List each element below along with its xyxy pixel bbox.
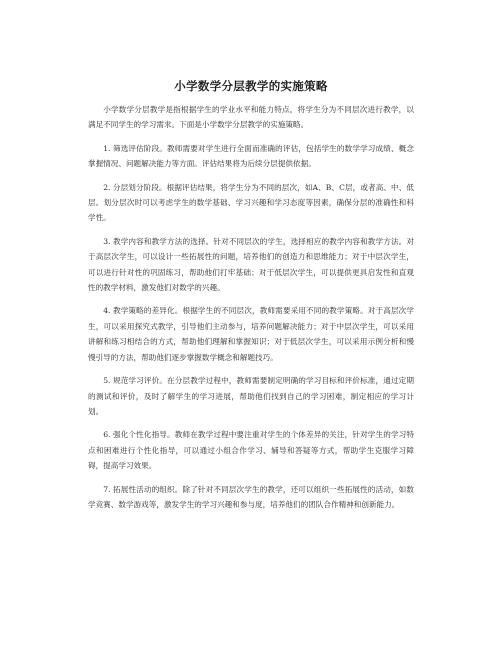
document-title: 小学数学分层教学的实施策略	[174, 79, 328, 93]
strategy-item-3: 3. 教学内容和教学方法的选择。针对不同层次的学生，选择相应的教学内容和教学方法。对于高层次学生，可以设计一些拓展性的问题，培养他们的创造力和思维能力；对于中层次学生，可以进行针对性的巩固练习，帮助他们打牢基础；对于低层次学生，可以提供更具启发性和直观性的教学材料，激发他们对数学的兴趣。	[88, 236, 414, 293]
strategy-item-4: 4. 教学策略的差异化。根据学生的不同层次，教师需要采用不同的教学策略。对于高层次学生，可以采用探究式教学，引导他们主动参与，培养问题解决能力；对于中层次学生，可以采用讲解和练习相结合的方式，帮助他们理解和掌握知识；对于低层次学生，可以采用示例分析和慢慢引导的方法，帮助他们逐步掌握数学概念和解题技巧。	[88, 306, 414, 362]
intro-paragraph: 小学数学分层教学是指根据学生的学业水平和能力特点，将学生分为不同层次进行教学，以满足不同学生的学习需求。下面是小学数学分层教学的实施策略。	[88, 105, 414, 130]
strategy-item-7: 7. 拓展性活动的组织。除了针对不同层次学生的教学，还可以组织一些拓展性的活动，如数学竞赛、数学游戏等，激发学生的学习兴趣和参与度，培养他们的团队合作精神和创新能力。	[88, 484, 414, 509]
strategy-item-1: 1. 筛选评估阶段。教师需要对学生进行全面而准确的评估，包括学生的数学学习成绩、概念掌握情况、问题解决能力等方面。评估结果将为后续分层提供依据。	[88, 143, 414, 169]
strategy-item-5: 5. 规范学习评价。在分层教学过程中，教师需要制定明确的学习目标和评价标准，通过定期的测试和评价，及时了解学生的学习进展，帮助他们找到自己的学习困难，制定相应的学习计划。	[88, 376, 414, 416]
strategy-item-2: 2. 分层划分阶段。根据评估结果，将学生分为不同的层次，如A、B、C层，或者高、中、低层。划分层次时可以考虑学生的数学基础、学习兴趣和学习态度等因素，确保分层的准确性和科学性。	[88, 182, 414, 223]
document-page	[88, 0, 414, 512]
strategy-item-6: 6. 强化个性化指导。教师在教学过程中要注重对学生的个体差异的关注，针对学生的学习特点和困难进行个性化指导，可以通过小组合作学习、辅导和答疑等方式，帮助学生克服学习障碍，提高学习效果。	[88, 430, 414, 471]
